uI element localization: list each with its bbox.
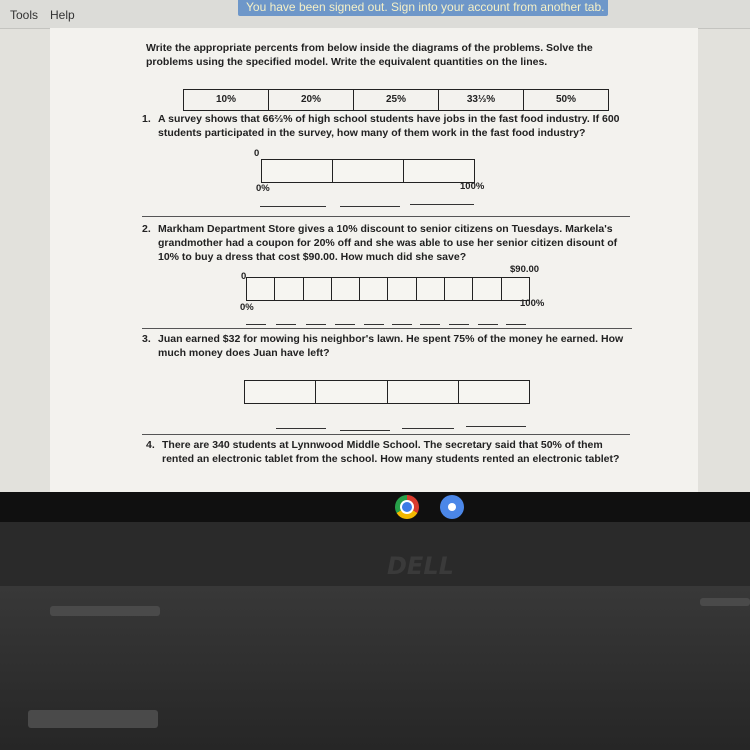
instructions: Write the appropriate percents from below inside the diagrams of the problems. Solve the problems using the specified model. Write the equivalent quantities on the lines. [146, 42, 593, 68]
tape-diagram-2[interactable] [246, 277, 530, 301]
answer-line[interactable] [246, 324, 266, 325]
monitor-bezel [0, 522, 750, 586]
problem-number: 4. [146, 439, 155, 451]
camera-icon[interactable] [440, 495, 464, 519]
answer-line[interactable] [364, 324, 384, 325]
diagram-right-label: 100% [520, 298, 545, 309]
tape-diagram-3[interactable] [244, 380, 530, 404]
answer-line[interactable] [392, 324, 412, 325]
laptop-base [0, 586, 750, 750]
hinge [700, 598, 750, 606]
menu-help[interactable]: Help [50, 8, 75, 22]
signed-out-banner[interactable]: You have been signed out. Sign into your account from another tab. [238, 0, 608, 16]
percent-option: 33⅓% [439, 90, 524, 110]
answer-line[interactable] [276, 428, 326, 429]
section-divider [142, 328, 632, 329]
answer-line[interactable] [478, 324, 498, 325]
percent-options-row [183, 89, 609, 111]
hinge [28, 710, 158, 728]
answer-line[interactable] [420, 324, 440, 325]
percent-option: 50% [555, 94, 576, 105]
worksheet-document [50, 28, 698, 492]
answer-line[interactable] [276, 324, 296, 325]
percent-option: 25% [354, 90, 439, 110]
answer-line[interactable] [410, 204, 474, 205]
answer-line[interactable] [449, 324, 469, 325]
percent-option: 10% [184, 90, 269, 110]
answer-line[interactable] [335, 324, 355, 325]
problem-text: Markham Department Store gives a 10% discount to senior citizens on Tuesdays. Markela's grandmother had a coupon for 20% off and she was able to use her senior citizen disount of 10% to buy a dress that cost $90.00. How much did she save? [158, 223, 618, 263]
diagram-left-label: 0% [240, 302, 254, 313]
diagram-top-label: 0 [254, 148, 260, 159]
answer-line[interactable] [466, 426, 526, 427]
diagram-top-right-label: $90.00 [510, 264, 540, 275]
diagram-right-label: 100% [460, 181, 485, 192]
section-divider [142, 434, 630, 435]
answer-line[interactable] [260, 206, 326, 207]
answer-line[interactable] [340, 430, 390, 431]
dell-logo: DELL [387, 552, 454, 580]
menu-tools[interactable]: Tools [10, 8, 39, 22]
answer-line[interactable] [402, 428, 454, 429]
problem-number: 3. [142, 333, 151, 345]
problem-number: 2. [142, 223, 151, 235]
hinge [50, 606, 160, 616]
answer-line[interactable] [340, 206, 400, 207]
problem-text: A survey shows that 66⅔% of high school students have jobs in the fast food industry. If 600 students participated in the survey, how many of them work in the fast food industry? [158, 113, 620, 139]
problem-text: There are 340 students at Lynnwood Middle School. The secretary said that 50% of them rented an electronic tablet from the school. How many students rented an electronic tablet? [162, 439, 620, 465]
answer-line[interactable] [306, 324, 326, 325]
percent-option: 20% [269, 90, 354, 110]
tape-diagram-1[interactable] [261, 159, 475, 183]
chrome-icon[interactable] [395, 495, 419, 519]
problem-number: 1. [142, 113, 151, 125]
answer-line[interactable] [506, 324, 526, 325]
taskbar-shelf [0, 492, 750, 522]
diagram-top-label: 0 [241, 271, 247, 282]
diagram-left-label: 0% [256, 183, 270, 194]
problem-text: Juan earned $32 for mowing his neighbor's lawn. He spent 75% of the money he earned. How much money does Juan have left? [158, 333, 624, 359]
section-divider [142, 216, 630, 217]
